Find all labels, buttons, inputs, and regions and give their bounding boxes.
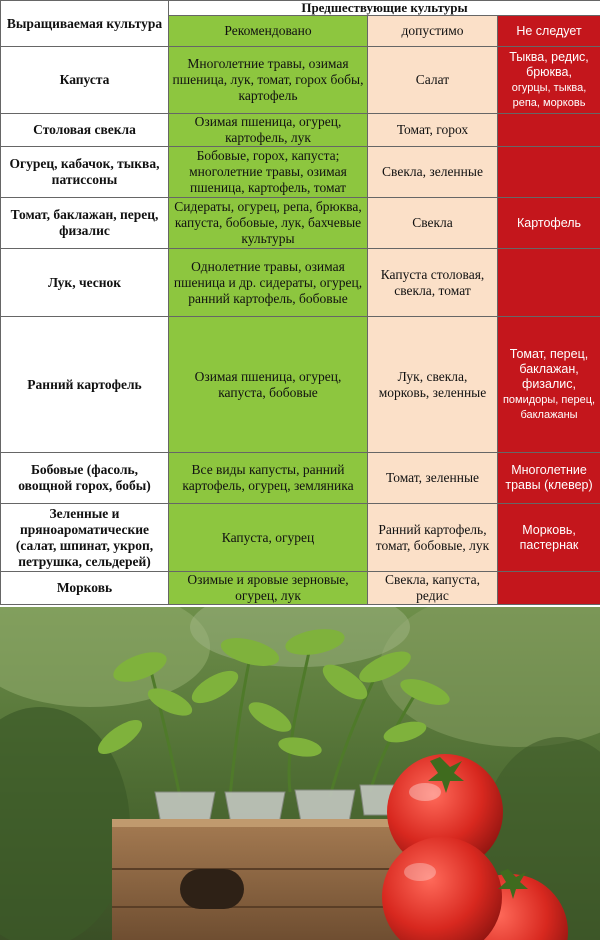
recommended-cell: Бобовые, горох, капуста; многолетние травы, озимая пшеница, картофель, томат [169,147,368,198]
table-row [1,114,600,147]
not-cell: Многолетние травы (клевер) [498,453,600,504]
crop-cell: Огурец, кабачок, тыква, патиссоны [1,147,169,198]
allowed-cell: Салат [368,47,498,114]
not-cell [498,47,600,114]
recommended-cell: Озимая пшеница, огурец, картофель, лук [169,114,368,147]
not-cell: Картофель [498,198,600,249]
seedlings-tomatoes-photo [0,607,600,940]
recommended-cell: Озимые и яровые зерновые, огурец, лук [169,572,368,605]
recommended-cell: Все виды капусты, ранний картофель, огурец, земляника [169,453,368,504]
table-row [1,47,600,114]
not-cell [498,249,600,317]
predecessors-group-header: Предшествующие культуры [169,1,600,16]
crop-cell: Зеленные и пряноароматические (салат, шпинат, укроп, петрушка, сельдерей) [1,504,169,572]
not-text: Тыква, редис, брюква, [509,50,589,79]
table-row [1,572,600,605]
recommended-column-header: Рекомендовано [169,16,368,47]
crop-cell: Капуста [1,47,169,114]
crop-column-header: Выращиваемая культура [1,1,169,47]
table-row [1,317,600,453]
crop-cell: Бобовые (фасоль, овощной горох, бобы) [1,453,169,504]
not-cell: Морковь, пастернак [498,504,600,572]
recommended-cell: Капуста, огурец [169,504,368,572]
not-extra-text: помидоры, перец, баклажаны [502,394,596,421]
allowed-cell: Томат, зеленные [368,453,498,504]
crop-cell: Ранний картофель [1,317,169,453]
recommended-cell: Многолетние травы, озимая пшеница, лук, томат, горох бобы, картофель [169,47,368,114]
table-row [1,453,600,504]
allowed-cell: Свекла, капуста, редис [368,572,498,605]
not-cell [498,317,600,453]
not-column-header: Не следует [498,16,600,47]
not-cell [498,114,600,147]
table-row [1,147,600,198]
table-row [1,198,600,249]
not-cell [498,572,600,605]
table-row [1,249,600,317]
table-row [1,504,600,572]
recommended-cell: Однолетние травы, озимая пшеница и др. сидераты, огурец, ранний картофель, бобовые [169,249,368,317]
allowed-cell: Капуста столовая, свекла, томат [368,249,498,317]
allowed-column-header: допустимо [368,16,498,47]
allowed-cell: Ранний картофель, томат, бобовые, лук [368,504,498,572]
crop-cell: Морковь [1,572,169,605]
recommended-cell: Сидераты, огурец, репа, брюква, капуста, бобовые, лук, бахчевые культуры [169,198,368,249]
recommended-cell: Озимая пшеница, огурец, капуста, бобовые [169,317,368,453]
allowed-cell: Лук, свекла, морковь, зеленные [368,317,498,453]
not-cell [498,147,600,198]
allowed-cell: Свекла, зеленные [368,147,498,198]
allowed-cell: Томат, горох [368,114,498,147]
not-extra-text: огурцы, тыква, репа, морковь [511,82,587,109]
crop-cell: Лук, чеснок [1,249,169,317]
crop-cell: Столовая свекла [1,114,169,147]
allowed-cell: Свекла [368,198,498,249]
crop-cell: Томат, баклажан, перец, физалис [1,198,169,249]
not-text: Томат, перец, баклажан, физалис, [509,347,589,391]
